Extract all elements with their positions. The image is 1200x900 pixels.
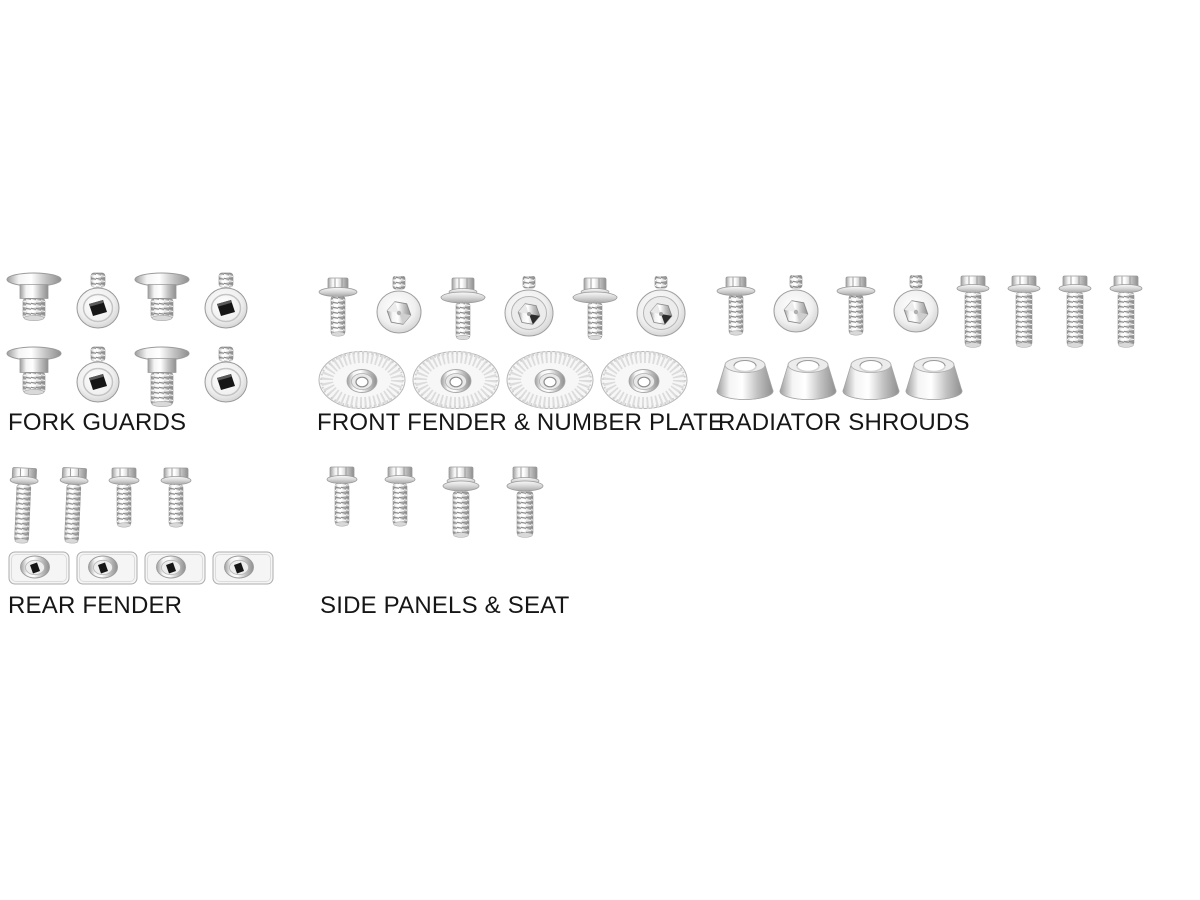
radiator-shrouds-row-2 [716, 353, 1143, 401]
shoulder-bolt-side-icon [6, 272, 62, 322]
cone-spacer-icon [716, 353, 774, 401]
cone-spacer-icon [842, 353, 900, 401]
long-thread-bolt-icon [1058, 275, 1092, 349]
hex-flange-bolt-angled-icon [893, 275, 939, 335]
t-plate-nut-icon [8, 547, 70, 585]
cone-spacer-icon [779, 353, 837, 401]
side-panels-seat-row-1 [326, 466, 544, 540]
socket-head-face-icon [204, 346, 248, 404]
flange-bolt-medium-icon [160, 467, 192, 529]
group-label-side-panels-seat: SIDE PANELS & SEAT [320, 592, 570, 619]
long-thread-bolt-icon [956, 275, 990, 349]
rear-fender-row-2 [8, 547, 274, 585]
front-fender-number-plate-row-1 [318, 276, 688, 342]
flange-bolt-medium-icon [108, 467, 140, 529]
dished-washer-icon [506, 350, 594, 410]
socket-head-face-icon [76, 272, 120, 330]
flange-bolt-long-icon [56, 466, 89, 545]
flange-bolt-medium-icon [384, 466, 416, 528]
group-label-fork-guards: FORK GUARDS [8, 409, 187, 436]
parts-group-front-fender-number-plate [318, 276, 688, 410]
parts-group-radiator-shrouds [716, 275, 1143, 401]
group-label-front-fender-number-plate: FRONT FENDER & NUMBER PLATE [317, 409, 725, 436]
hex-washer-bolt-side-icon [572, 276, 618, 342]
parts-group-fork-guards [6, 272, 248, 408]
hex-flange-bolt-angled-icon [773, 275, 819, 335]
long-thread-bolt-icon [1109, 275, 1143, 349]
socket-head-face-icon [204, 272, 248, 330]
socket-head-face-icon [76, 346, 120, 404]
long-thread-bolt-icon [1007, 275, 1041, 349]
dished-washer-icon [412, 350, 500, 410]
t-plate-nut-icon [76, 547, 138, 585]
fork-guards-row-1 [6, 272, 248, 330]
flange-bolt-medium-icon [326, 466, 358, 528]
hex-washer-bolt-angled-icon [504, 276, 554, 338]
hex-flange-bolt-side-icon [836, 275, 876, 337]
cone-spacer-icon [905, 353, 963, 401]
dished-washer-icon [318, 350, 406, 410]
hex-washer-bolt-side-icon [440, 276, 486, 342]
hex-flange-bolt-side-icon [318, 276, 358, 338]
fork-guards-row-2 [6, 346, 248, 408]
hex-washer-bolt-angled-icon [636, 276, 686, 338]
group-label-radiator-shrouds: RADIATOR SHROUDS [718, 409, 970, 436]
parts-group-side-panels-seat [326, 466, 544, 540]
stout-flange-bolt-icon [506, 466, 544, 540]
stout-flange-bolt-icon [442, 466, 480, 540]
shoulder-bolt-side-long-icon [134, 346, 190, 408]
shoulder-bolt-side-icon [6, 346, 62, 396]
shoulder-bolt-side-icon [134, 272, 190, 322]
t-plate-nut-icon [212, 547, 274, 585]
hex-flange-bolt-angled-icon [376, 276, 422, 336]
flange-bolt-long-icon [6, 466, 39, 545]
group-label-rear-fender: REAR FENDER [8, 592, 183, 619]
rear-fender-row-1 [8, 467, 274, 545]
dished-washer-icon [600, 350, 688, 410]
parts-group-rear-fender [8, 467, 274, 585]
t-plate-nut-icon [144, 547, 206, 585]
hex-flange-bolt-side-icon [716, 275, 756, 337]
front-fender-number-plate-row-2 [318, 350, 688, 410]
radiator-shrouds-row-1 [716, 275, 1143, 349]
